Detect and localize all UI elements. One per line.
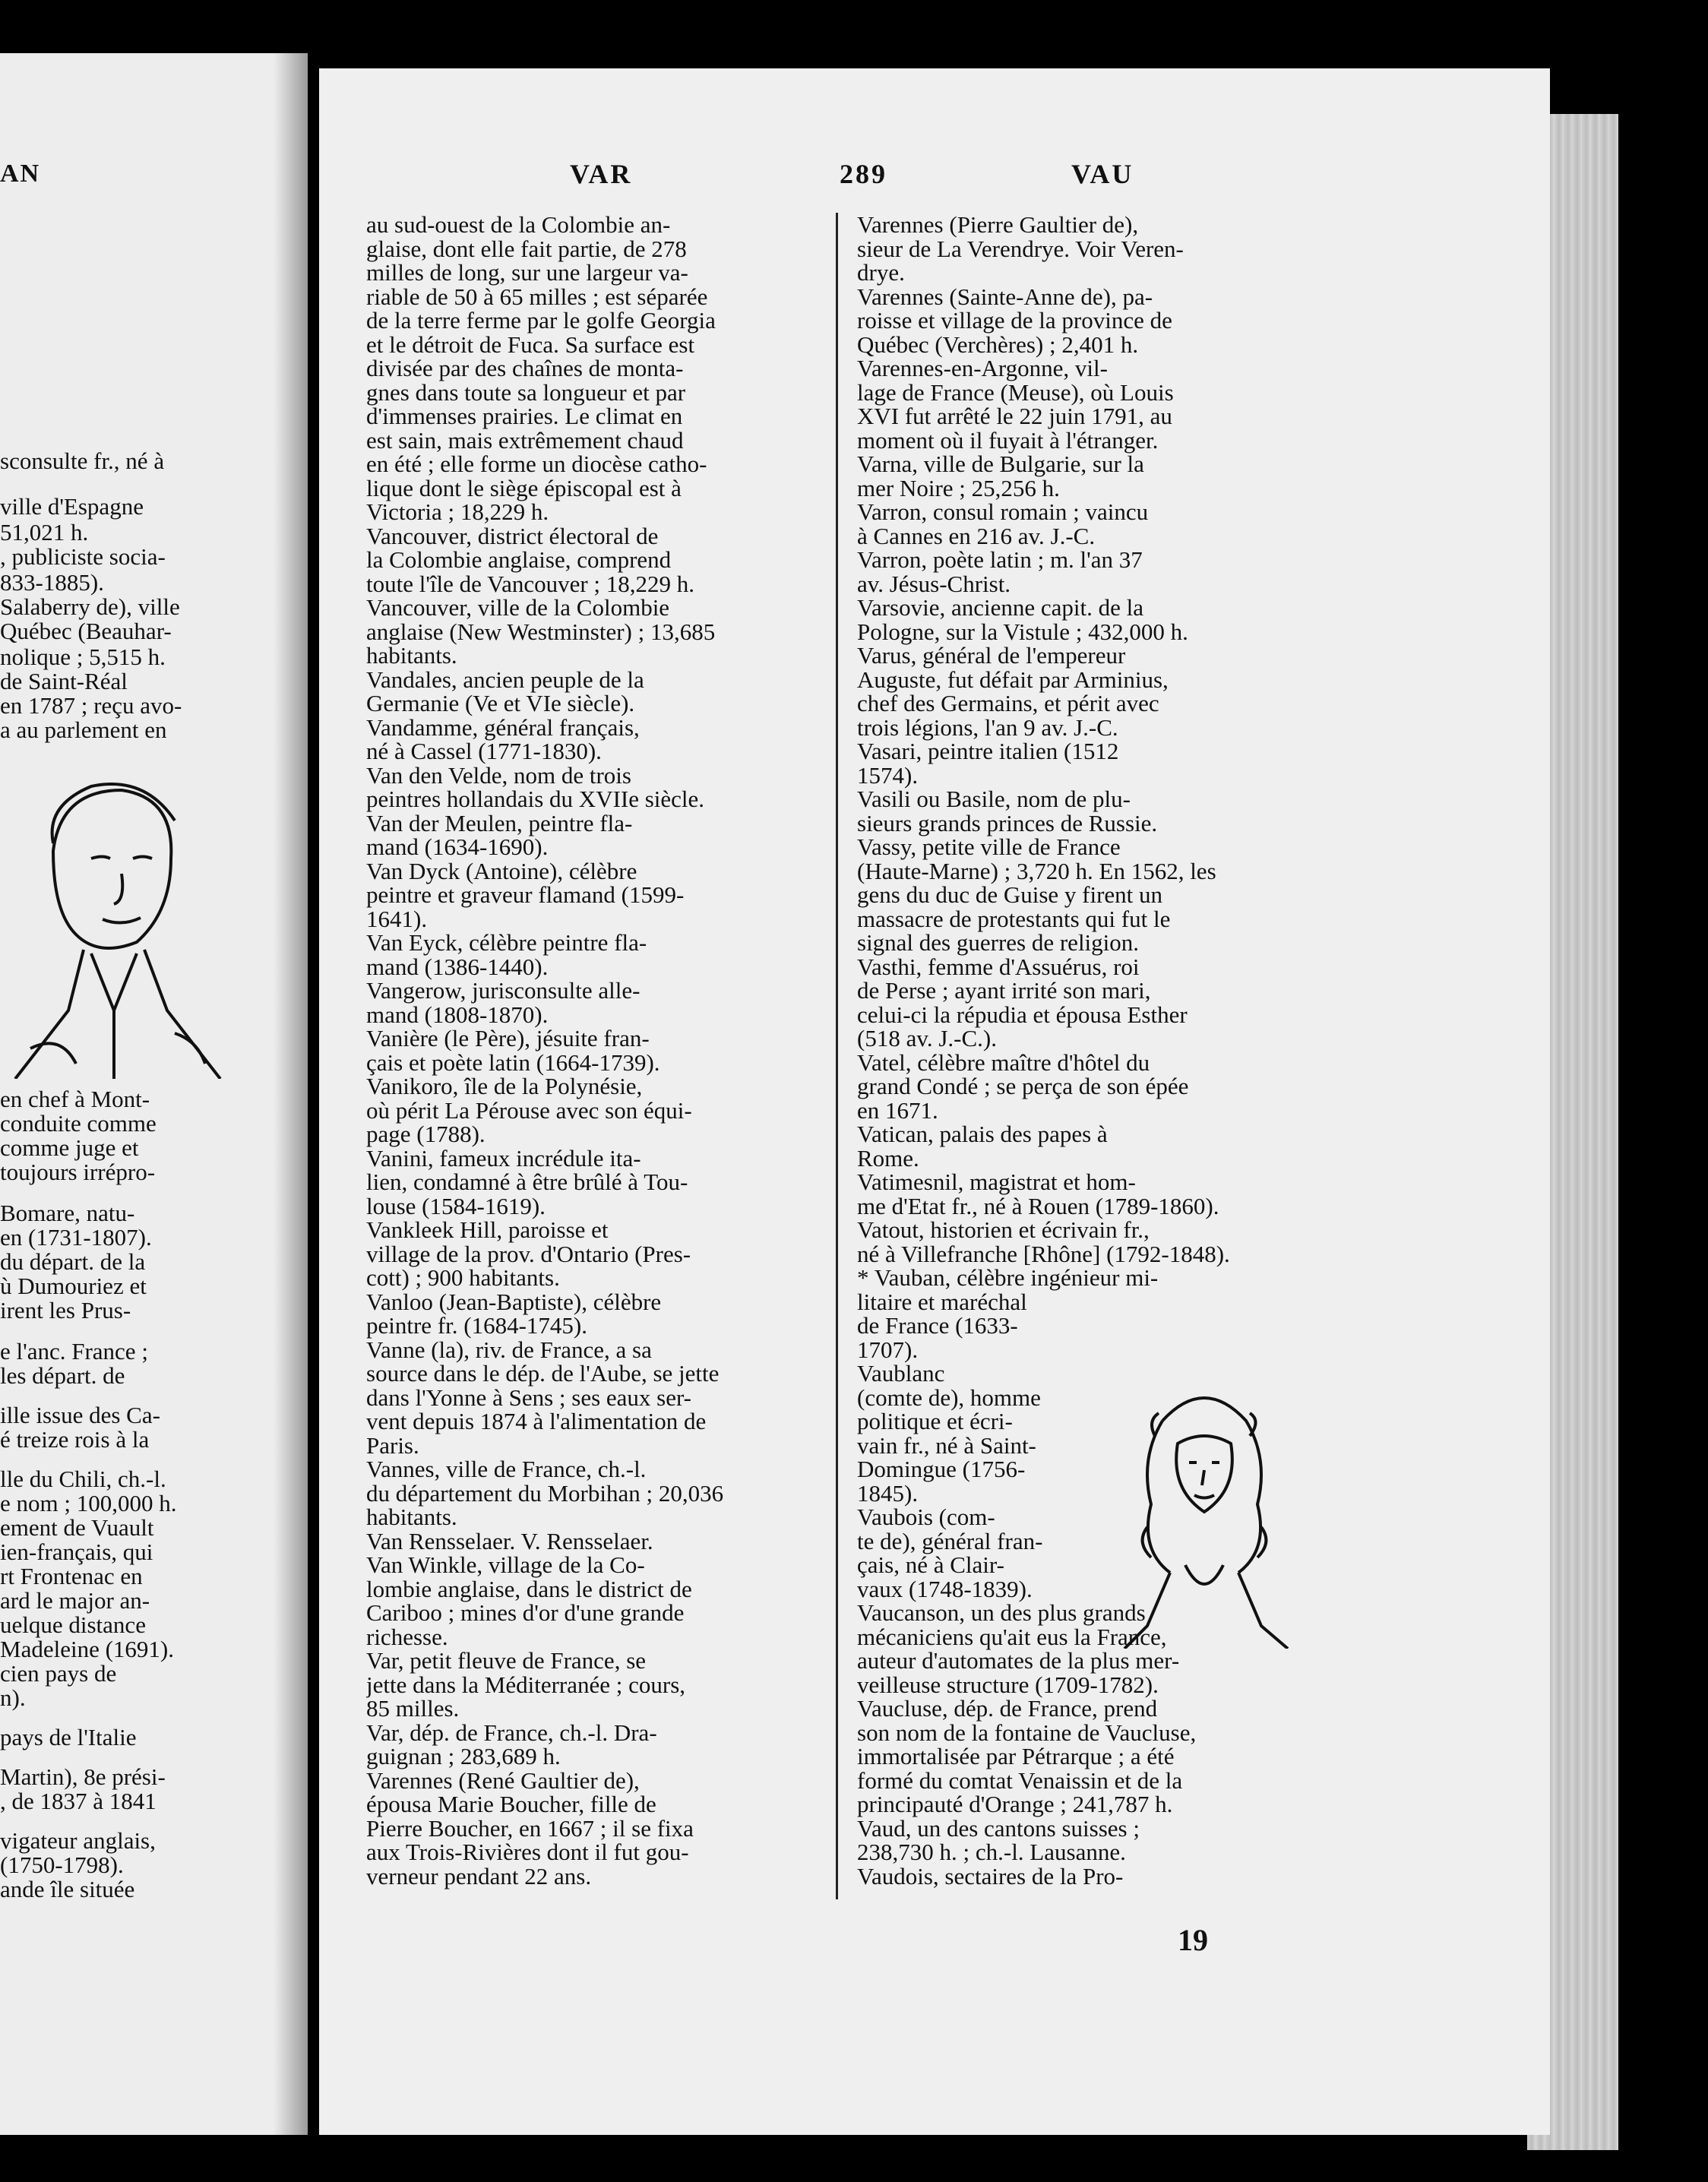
column-left-line: Vanne (la), riv. de France, a sa (366, 1337, 652, 1363)
gutter-shadow (274, 53, 308, 2135)
column-left-line: aux Trois-Rivières dont il fut gou- (366, 1840, 689, 1865)
left-page-line: ille issue des Ca- (0, 1402, 160, 1428)
column-right-line: moment où il fuyait à l'étranger. (857, 428, 1159, 454)
left-page-line: uelque distance (0, 1611, 146, 1638)
column-right-line: principauté d'Orange ; 241,787 h. (857, 1792, 1173, 1817)
column-right-line: signal des guerres de religion. (857, 931, 1140, 956)
column-left-line: peintre et graveur flamand (1599- (366, 883, 685, 908)
column-left-line: Van Dyck (Antoine), célèbre (366, 859, 637, 884)
left-page-line: vigateur anglais, (0, 1827, 156, 1854)
left-page-line: cien pays de (0, 1660, 117, 1687)
left-page-line: Martin), 8e prési- (0, 1763, 166, 1790)
column-left-line: divisée par des chaînes de monta- (366, 356, 684, 381)
left-page-line: ande île située (0, 1876, 135, 1902)
page-number: 289 (840, 159, 887, 189)
left-page-line: du départ. de la (0, 1248, 146, 1275)
column-left-line: Vandales, ancien peuple de la (366, 667, 644, 693)
column-right-line: 1845). (857, 1481, 919, 1507)
column-right-line: çais, né à Clair- (857, 1553, 1004, 1578)
column-divider (836, 213, 838, 1899)
column-right-line: Varennes-en-Argonne, vil- (857, 356, 1108, 381)
column-right-line: Auguste, fut défait par Arminius, (857, 667, 1169, 693)
column-right-line: (518 av. J.-C.). (857, 1026, 997, 1051)
column-left-line: louse (1584-1619). (366, 1194, 546, 1219)
column-right-line: celui-ci la répudia et épousa Esther (857, 1002, 1188, 1028)
column-left-line: où périt La Pérouse avec son équi- (366, 1098, 692, 1124)
column-left-line: Vankleek Hill, paroisse et (366, 1218, 609, 1243)
column-right-line: te de), général fran- (857, 1529, 1043, 1554)
column-left-line: Var, petit fleuve de France, se (366, 1649, 647, 1674)
column-right-line: XVI fut arrêté le 22 juin 1791, au (857, 404, 1172, 429)
left-page-line: a au parlement en (0, 716, 167, 743)
column-right-line: roisse et village de la province de (857, 308, 1172, 334)
column-left-line: Paris. (366, 1433, 419, 1459)
column-right-line: sieurs grands princes de Russie. (857, 811, 1158, 836)
column-right-line: Varron, consul romain ; vaincu (857, 500, 1149, 525)
left-page-line: toujours irrépro- (0, 1159, 156, 1185)
left-page-line: Québec (Beauhar- (0, 618, 172, 644)
column-right-line: Domingue (1756- (857, 1457, 1026, 1482)
left-page-line: Salaberry de), ville (0, 593, 180, 620)
column-right-line: Vatican, palais des papes à (857, 1122, 1108, 1147)
column-right-line: sieur de La Verendrye. Voir Veren- (857, 236, 1184, 262)
column-left-line: milles de long, sur une largeur va- (366, 261, 688, 286)
left-page-line: , publiciste socia- (0, 543, 166, 570)
column-left-line: Var, dép. de France, ch.-l. Dra- (366, 1720, 657, 1746)
column-right-line: Rome. (857, 1146, 919, 1172)
column-left-line: 1641). (366, 906, 428, 932)
column-left-line: Varennes (René Gaultier de), (366, 1768, 640, 1794)
column-right-line: massacre de protestants qui fut le (857, 906, 1171, 932)
column-left-line: Vannes, ville de France, ch.-l. (366, 1457, 647, 1482)
column-left-line: Van den Velde, nom de trois (366, 763, 631, 789)
column-left-line: du département du Morbihan ; 20,036 (366, 1481, 724, 1507)
column-right-line: né à Villefranche [Rhône] (1792-1848). (857, 1241, 1230, 1267)
column-left-line: habitants. (366, 644, 457, 669)
column-left-line: Vangerow, jurisconsulte alle- (366, 979, 640, 1004)
column-left-line: vent depuis 1874 à l'alimentation de (366, 1409, 707, 1434)
left-page-line: n). (0, 1684, 26, 1711)
header-right-word: VAU (1071, 159, 1134, 189)
column-left-line: la Colombie anglaise, comprend (366, 548, 672, 573)
left-page-line: rt Frontenac en (0, 1563, 143, 1589)
column-right-line: lage de France (Meuse), où Louis (857, 380, 1174, 406)
left-page-line: (1750-1798). (0, 1852, 124, 1878)
left-page-line: e nom ; 100,000 h. (0, 1490, 177, 1516)
column-right-line: Vatout, historien et écrivain fr., (857, 1218, 1150, 1243)
left-page-line: en 1787 ; reçu avo- (0, 692, 182, 719)
column-right-line: en 1671. (857, 1098, 938, 1124)
column-left-line: 85 milles. (366, 1697, 460, 1722)
left-page-line: é treize rois à la (0, 1426, 150, 1453)
column-left-line: Germanie (Ve et VIe siècle). (366, 691, 635, 716)
column-left-line: toute l'île de Vancouver ; 18,229 h. (366, 571, 695, 597)
column-left-line: riable de 50 à 65 milles ; est séparée (366, 284, 708, 310)
column-right-line: drye. (857, 261, 905, 286)
column-left-line: mand (1386-1440). (366, 954, 549, 980)
column-left-line: Van Eyck, célèbre peintre fla- (366, 931, 647, 956)
column-left-line: Victoria ; 18,229 h. (366, 500, 549, 525)
column-right-line: mer Noire ; 25,256 h. (857, 476, 1060, 501)
column-left-line: richesse. (366, 1624, 448, 1650)
column-right-line: Varennes (Sainte-Anne de), pa- (857, 284, 1153, 310)
left-page-line: les départ. de (0, 1362, 125, 1389)
column-left-line: Van Rensselaer. V. Rensselaer. (366, 1529, 653, 1554)
column-left-line: Vanière (le Père), jésuite fran- (366, 1026, 650, 1051)
column-right-line: vaux (1748-1839). (857, 1576, 1033, 1602)
column-left-line: peintre fr. (1684-1745). (366, 1314, 587, 1339)
left-page-line: pays de l'Italie (0, 1724, 137, 1750)
left-page-line: sconsulte fr., né à (0, 447, 165, 474)
left-page-line: comme juge et (0, 1134, 139, 1161)
column-left-line: dans l'Yonne à Sens ; ses eaux ser- (366, 1385, 692, 1411)
column-right-line: Vassy, petite ville de France (857, 835, 1121, 860)
column-left-line: lien, condamné à être brûlé à Tou- (366, 1170, 688, 1195)
column-right-line: de France (1633- (857, 1314, 1018, 1339)
column-right-line: Varsovie, ancienne capit. de la (857, 596, 1143, 621)
column-right-line: grand Condé ; se perça de son épée (857, 1074, 1189, 1099)
column-left-line: peintres hollandais du XVIIe siècle. (366, 787, 705, 812)
column-left-line: cott) ; 900 habitants. (366, 1266, 560, 1291)
column-right-line: mécaniciens qu'ait eus la France, (857, 1624, 1167, 1650)
left-page-line: lle du Chili, ch.-l. (0, 1466, 166, 1492)
column-left-line: lique dont le siège épiscopal est à (366, 476, 682, 501)
column-right-line: veilleuse structure (1709-1782). (857, 1672, 1159, 1698)
column-right-line: politique et écri- (857, 1409, 1013, 1434)
column-right-line: Vaucluse, dép. de France, prend (857, 1697, 1158, 1722)
left-page-line: de Saint-Réal (0, 668, 128, 694)
column-right-line: de Perse ; ayant irrité son mari, (857, 979, 1151, 1004)
left-page-line: 51,021 h. (0, 519, 89, 546)
column-right-line: Vasthi, femme d'Assuérus, roi (857, 954, 1140, 980)
column-right-line: immortalisée par Pétrarque ; a été (857, 1744, 1175, 1769)
column-right-line: Vaud, un des cantons suisses ; (857, 1816, 1140, 1842)
column-left-line: Vanloo (Jean-Baptiste), célèbre (366, 1289, 662, 1315)
right-page (319, 68, 1550, 2135)
column-left-line: habitants. (366, 1505, 457, 1530)
column-right-line: Varron, poète latin ; m. l'an 37 (857, 548, 1143, 573)
column-right-line: Vaublanc (857, 1361, 945, 1387)
column-left-line: glaise, dont elle fait partie, de 278 (366, 236, 687, 262)
column-right-line: Vatel, célèbre maître d'hôtel du (857, 1050, 1150, 1076)
left-page-header: AN (0, 160, 41, 188)
column-left-line: Vancouver, ville de la Colombie (366, 596, 670, 621)
column-right-line: formé du comtat Venaissin et de la (857, 1768, 1183, 1794)
column-right-line: Vaudois, sectaires de la Pro- (857, 1864, 1124, 1889)
column-right-line: Vaucanson, un des plus grands (857, 1601, 1146, 1626)
column-left-line: et le détroit de Fuca. Sa surface est (366, 332, 695, 358)
column-right-line: av. Jésus-Christ. (857, 571, 1011, 597)
column-left-line: d'immenses prairies. Le climat en (366, 404, 683, 429)
left-page-line: 833-1885). (0, 569, 104, 596)
left-page-line: conduite comme (0, 1110, 157, 1137)
running-header (319, 158, 1550, 196)
column-right-line: auteur d'automates de la plus mer- (857, 1649, 1180, 1674)
left-page-line: , de 1837 à 1841 (0, 1788, 157, 1814)
column-left-line: est sain, mais extrêmement chaud (366, 428, 684, 454)
column-left-line: page (1788). (366, 1122, 486, 1147)
left-page-line: ville d'Espagne (0, 493, 144, 520)
left-page (0, 53, 308, 2135)
column-right-line: gens du duc de Guise y firent un (857, 883, 1163, 908)
left-page-line: Madeleine (1691). (0, 1636, 174, 1662)
column-right-line: (comte de), homme (857, 1385, 1041, 1411)
left-page-line: ien-français, qui (0, 1538, 153, 1565)
column-left-line: lombie anglaise, dans le district de (366, 1576, 692, 1602)
column-left-line: verneur pendant 22 ans. (366, 1864, 592, 1889)
column-left-line: Pierre Boucher, en 1667 ; il se fixa (366, 1816, 694, 1842)
column-right-line: 1707). (857, 1337, 919, 1363)
column-left-line: Vanikoro, île de la Polynésie, (366, 1074, 643, 1099)
column-left-line: Cariboo ; mines d'or d'une grande (366, 1601, 685, 1626)
column-left-line: épousa Marie Boucher, fille de (366, 1792, 656, 1817)
left-page-line: en chef à Mont- (0, 1086, 150, 1112)
column-left-line: çais et poète latin (1664-1739). (366, 1050, 660, 1076)
column-left-line: de la terre ferme par le golfe Georgia (366, 308, 716, 334)
column-right-line: trois légions, l'an 9 av. J.-C. (857, 715, 1118, 741)
column-left-line: guignan ; 283,689 h. (366, 1744, 561, 1769)
column-left-line: au sud-ouest de la Colombie an- (366, 213, 671, 238)
column-right-line: son nom de la fontaine de Vaucluse, (857, 1720, 1197, 1746)
left-page-line: irent les Prus- (0, 1297, 131, 1323)
column-right-line: 238,730 h. ; ch.-l. Lausanne. (857, 1840, 1126, 1865)
left-page-line: ù Dumouriez et (0, 1273, 147, 1299)
column-left-line: jette dans la Méditerranée ; cours, (366, 1672, 686, 1698)
column-left-line: Vancouver, district électoral de (366, 523, 659, 549)
column-left-line: mand (1808-1870). (366, 1002, 549, 1028)
header-left-word: VAR (570, 159, 633, 189)
column-right-line: Varna, ville de Bulgarie, sur la (857, 452, 1144, 477)
left-page-line: e l'anc. France ; (0, 1338, 148, 1365)
column-right-line: me d'Etat fr., né à Rouen (1789-1860). (857, 1194, 1219, 1219)
left-page-line: Bomare, natu- (0, 1200, 135, 1226)
left-page-line: ement de Vuault (0, 1514, 154, 1541)
column-left-line: Van der Meulen, peintre fla- (366, 811, 633, 836)
left-page-line: nolique ; 5,515 h. (0, 644, 166, 670)
column-left-line: né à Cassel (1771-1830). (366, 739, 602, 764)
column-right-line: à Cannes en 216 av. J.-C. (857, 523, 1096, 549)
column-right-line: (Haute-Marne) ; 3,720 h. En 1562, les (857, 859, 1216, 884)
column-right-line: Vasari, peintre italien (1512 (857, 739, 1119, 764)
column-left-line: source dans le dép. de l'Aube, se jette (366, 1361, 720, 1387)
column-left-line: Vandamme, général français, (366, 715, 640, 741)
portrait-illustration-left (0, 760, 228, 1079)
column-right-line: litaire et maréchal (857, 1289, 1027, 1315)
column-right-line: Vasili ou Basile, nom de plu- (857, 787, 1131, 812)
column-left-line: Van Winkle, village de la Co- (366, 1553, 645, 1578)
signature-number: 19 (1178, 1923, 1208, 1957)
column-right-line: Vaubois (com- (857, 1505, 995, 1530)
left-page-line: en (1731-1807). (0, 1224, 152, 1251)
column-right-line: Vatimesnil, magistrat et hom- (857, 1170, 1136, 1195)
column-right-line: chef des Germains, et périt avec (857, 691, 1159, 716)
column-left-line: gnes dans toute sa longueur et par (366, 380, 686, 406)
column-right-line: 1574). (857, 763, 919, 789)
column-right-line: Varennes (Pierre Gaultier de), (857, 213, 1139, 238)
portrait-illustration-vauban (1117, 1375, 1292, 1649)
column-left-line: village de la prov. d'Ontario (Pres- (366, 1241, 691, 1267)
column-left-line: Vanini, fameux incrédule ita- (366, 1146, 641, 1172)
left-page-line: ard le major an- (0, 1587, 150, 1614)
column-left-line: anglaise (New Westminster) ; 13,685 (366, 619, 716, 645)
column-right-line: Québec (Verchères) ; 2,401 h. (857, 332, 1139, 358)
column-left-line: en été ; elle forme un diocèse catho- (366, 452, 707, 477)
column-left-line: mand (1634-1690). (366, 835, 549, 860)
column-right-line: Varus, général de l'empereur (857, 644, 1126, 669)
column-right-line: Pologne, sur la Vistule ; 432,000 h. (857, 619, 1188, 645)
column-right-line: vain fr., né à Saint- (857, 1433, 1036, 1459)
column-right-line: * Vauban, célèbre ingénieur mi- (857, 1266, 1159, 1291)
